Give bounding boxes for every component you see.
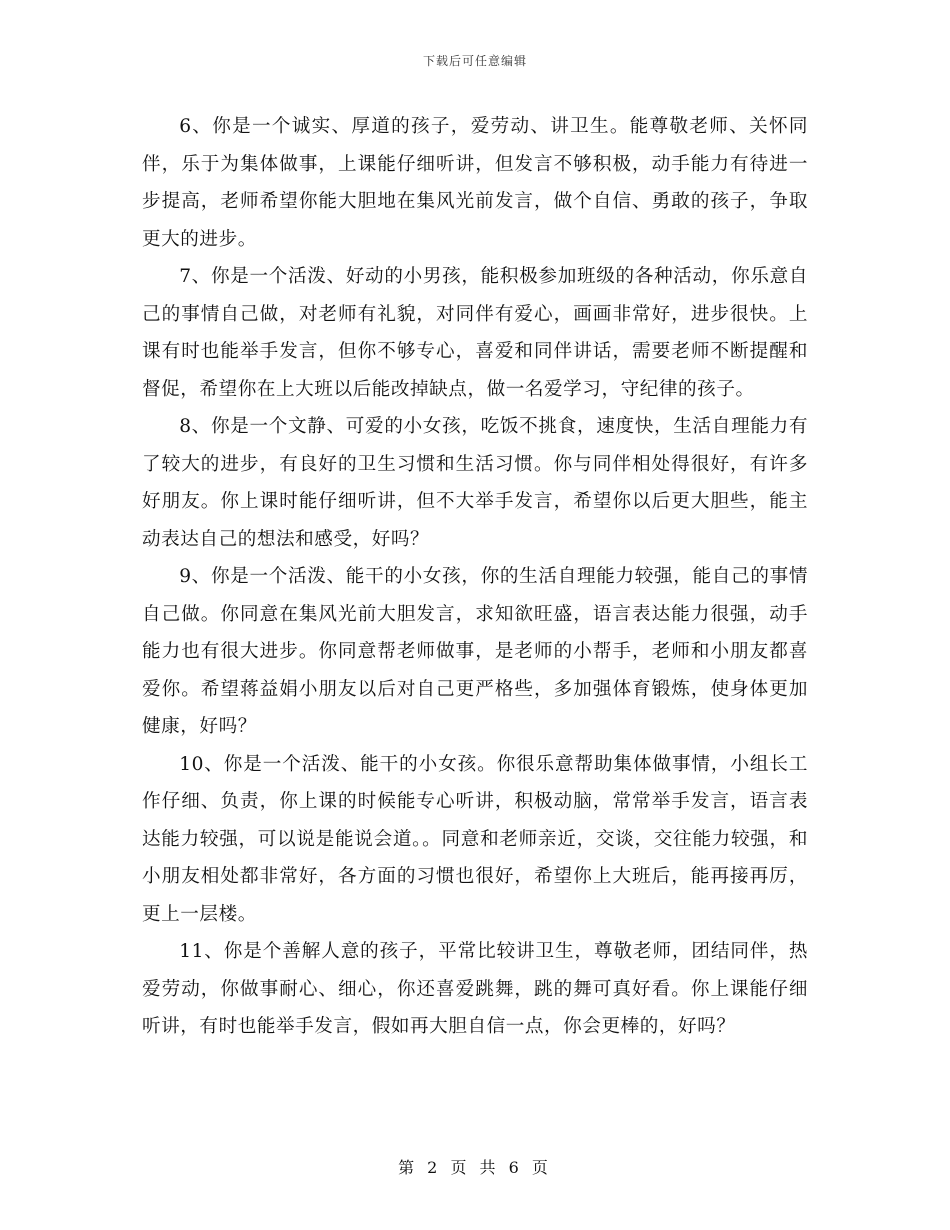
paragraph-6: 6、你是一个诚实、厚道的孩子，爱劳动、讲卫生。能尊敬老师、关怀同伴，乐于为集体做事，上课能仔细听讲，但发言不够积极，动手能力有待进一步提高，老师希望你能大胆地在集风光前发言，做个自信、勇敢的孩子，争取更大的进步。 <box>142 116 808 250</box>
document-body <box>142 108 808 1046</box>
paragraph-7: 7、你是一个活泼、好动的小男孩，能积极参加班级的各种活动，你乐意自己的事情自己做，对老师有礼貌，对同伴有爱心，画画非常好，进步很快。上课有时也能举手发言，但你不够专心，喜爱和同伴讲话，需要老师不断提醒和督促，希望你在上大班以后能改掉缺点，做一名爱学习，守纪律的孩子。 <box>142 266 808 400</box>
page-number-footer: 第 2 页 共 6 页 <box>398 1158 552 1177</box>
paragraph-10: 10、你是一个活泼、能干的小女孩。你很乐意帮助集体做事情，小组长工作仔细、负责，你上课的时候能专心听讲，积极动脑，常常举手发言，语言表达能力较强，可以说是能说会道。。同意和老师亲近，交谈，交往能力较强，和小朋友相处都非常好，各方面的习惯也很好，希望你上大班后，能再接再厉，更上一层楼。 <box>142 753 808 925</box>
page-header: 下载后可任意编辑 <box>422 54 527 68</box>
paragraph-8: 8、你是一个文静、可爱的小女孩，吃饭不挑食，速度快，生活自理能力有了较大的进步，有良好的卫生习惯和生活习惯。你与同伴相处得很好，有许多好朋友。你上课时能仔细听讲，但不大举手发言，希望你以后更大胆些，能主动表达自己的想法和感受，好吗？ <box>142 416 808 550</box>
paragraph-11: 11、你是个善解人意的孩子，平常比较讲卫生，尊敬老师，团结同伴，热爱劳动，你做事耐心、细心，你还喜爱跳舞，跳的舞可真好看。你上课能仔细听讲，有时也能举手发言，假如再大胆自信一点，你会更棒的，好吗？ <box>142 941 808 1037</box>
paragraph-9: 9、你是一个活泼、能干的小女孩，你的生活自理能力较强，能自己的事情自己做。你同意在集风光前大胆发言，求知欲旺盛，语言表达能力很强，动手能力也有很大进步。你同意帮老师做事，是老师的小帮手，老师和小朋友都喜爱你。希望蒋益娟小朋友以后对自己更严格些，多加强体育锻炼，使身体更加健康，好吗？ <box>142 566 808 737</box>
